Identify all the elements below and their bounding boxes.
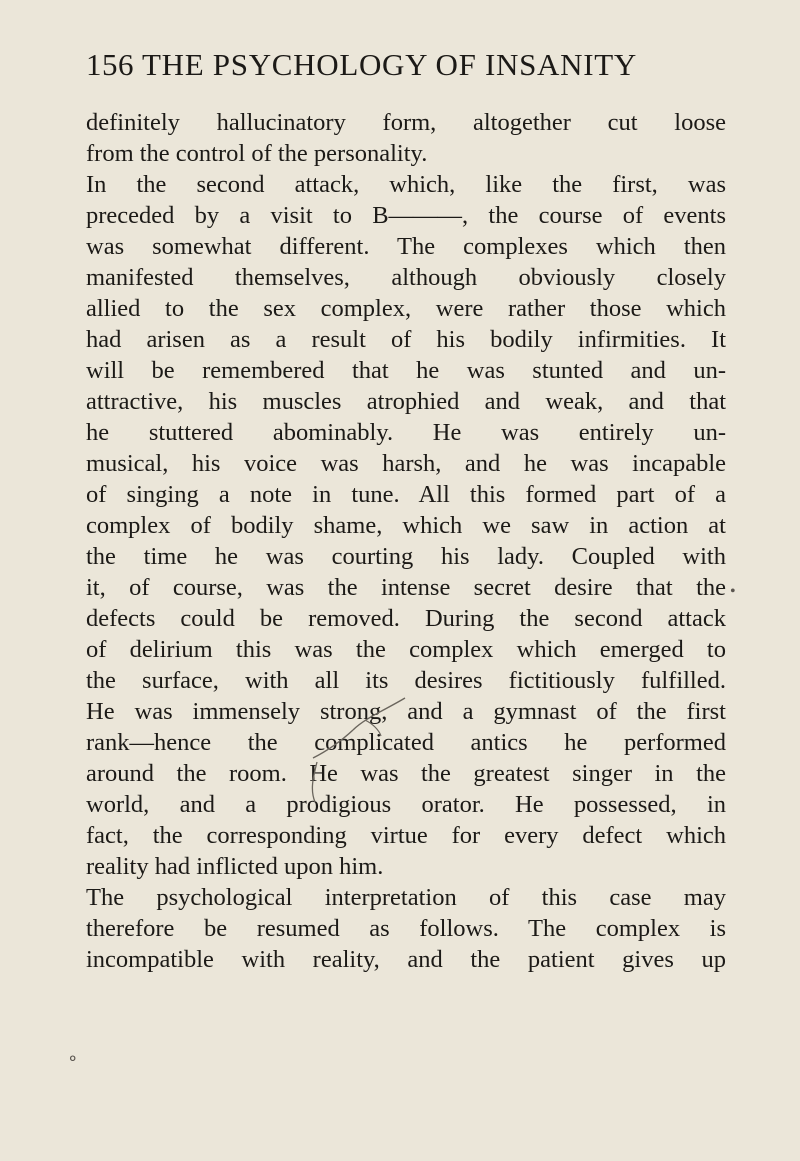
text-line: The psychological interpretation of this case may [86,884,726,911]
running-head [86,46,726,84]
text-line: the time he was courting his lady. Coupled with [86,543,726,570]
text-line: rank—hence the complicated antics he performed [86,729,726,756]
text-line: fact, the corresponding virtue for every defect which [86,822,726,849]
text-line: complex of bodily shame, which we saw in action at [86,512,726,539]
text-line: had arisen as a result of his bodily infirmities. It [86,326,726,353]
text-line: of delirium this was the complex which emerged to [86,636,726,663]
text-line: manifested themselves, although obviously closely [86,264,726,291]
text-line: therefore be resumed as follows. The complex is [86,915,726,942]
text-line: it, of course, was the intense secret desire that the [86,574,726,601]
text-line: defects could be removed. During the second attack [86,605,726,632]
text-line: of singing a note in tune. All this formed part of a [86,481,726,508]
text-line: was somewhat different. The complexes which then [86,233,726,260]
text-line: attractive, his muscles atrophied and weak, and that [86,388,726,415]
text-line: incompatible with reality, and the patient gives up [86,946,726,973]
text-line: the surface, with all its desires fictitiously fulfilled. [86,667,726,694]
text-line: around the room. He was the greatest singer in the [86,760,726,787]
text-line: allied to the sex complex, were rather those which [86,295,726,322]
margin-pencil-mark: ⚬ [66,1051,80,1068]
text-line: world, and a prodigious orator. He possessed, in [86,791,726,818]
running-title: THE PSYCHOLOGY OF INSANITY [142,47,637,82]
page-number: 156 [86,47,134,82]
text-line: musical, his voice was harsh, and he was incapable [86,450,726,477]
text-line: from the control of the personality. [86,140,428,167]
text-line: will be remembered that he was stunted and un- [86,357,726,384]
text-line: preceded by a visit to B———, the course of events [86,202,726,229]
body-text [86,107,726,975]
text-line: He was immensely strong, and a gymnast of the first [86,698,726,725]
margin-dot-mark: • [730,583,736,600]
pencil-scribble [255,690,435,810]
text-line: definitely hallucinatory form, altogether cut loose [86,109,726,136]
text-line: In the second attack, which, like the first, was [86,171,726,198]
text-line: he stuttered abominably. He was entirely un- [86,419,726,446]
text-line: reality had inflicted upon him. [86,853,384,880]
